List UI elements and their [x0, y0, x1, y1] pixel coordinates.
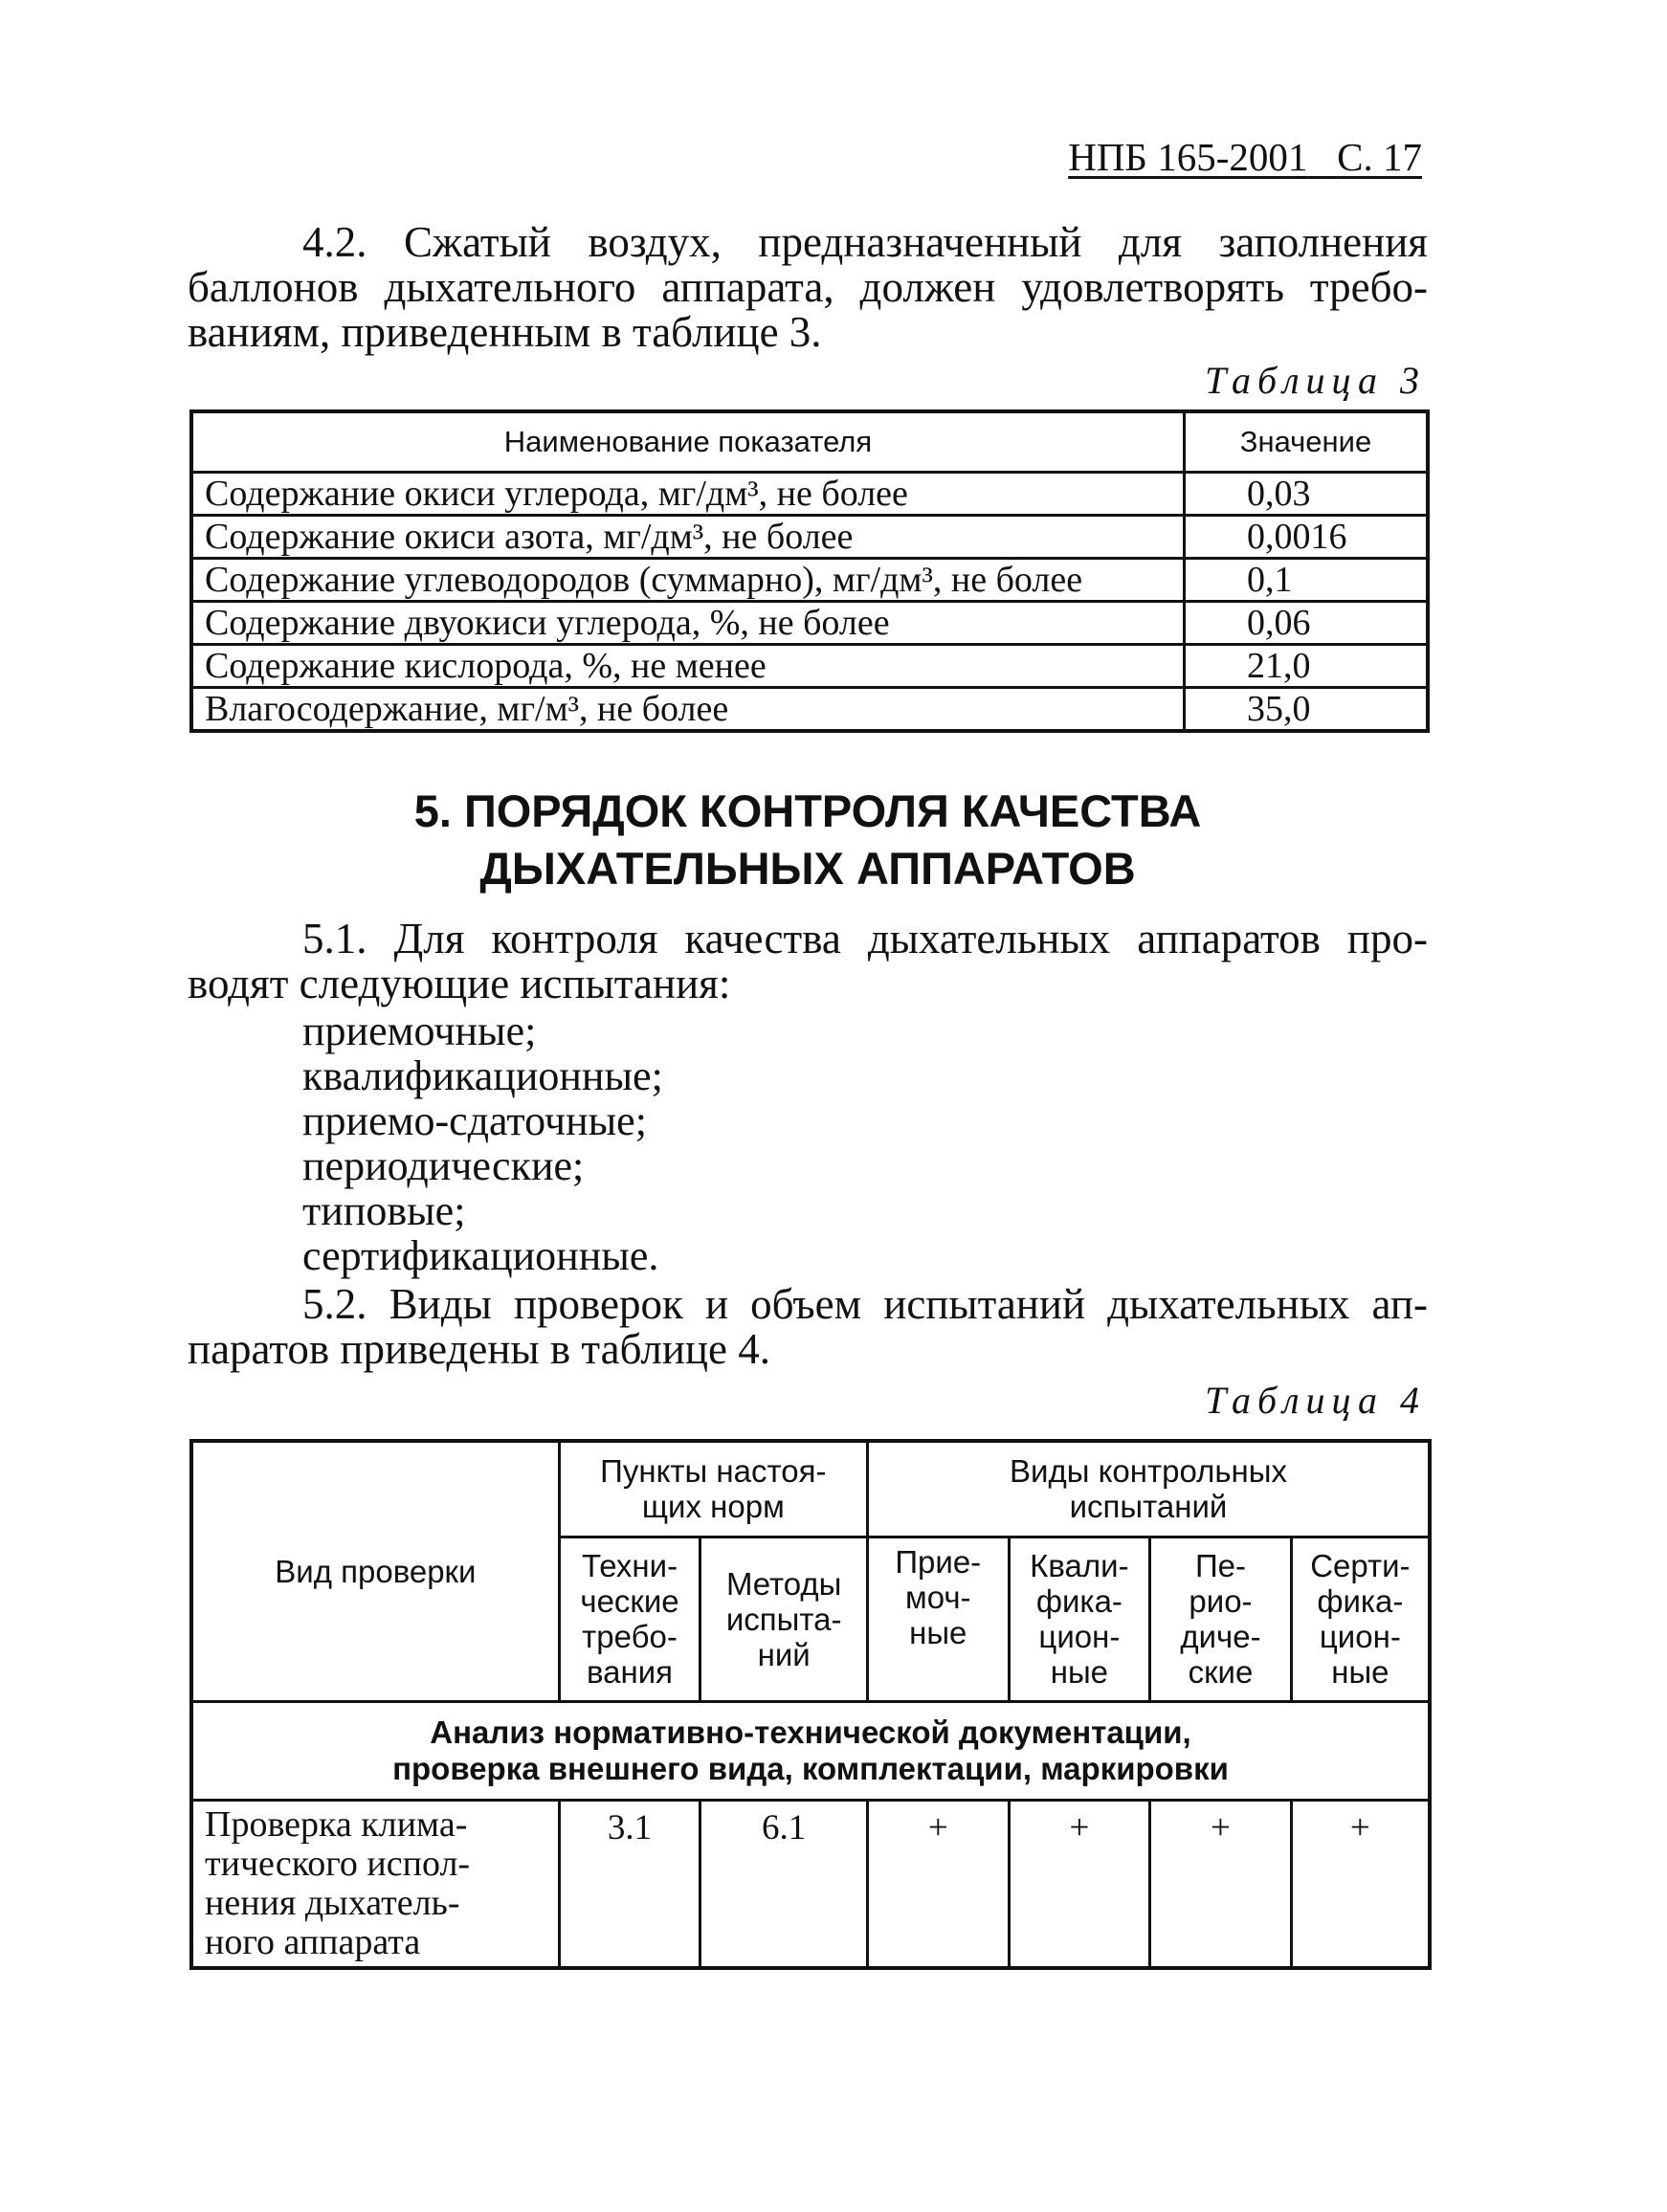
test-types-list: [302, 1008, 663, 1278]
col-header-tech-requirements: Техни- ческие требо- вания: [559, 1537, 700, 1701]
indicator-name: Содержание окиси углерода, мг/дм³, не более: [191, 473, 1185, 516]
group-header-test-types: Виды контрольных испытаний: [867, 1441, 1430, 1537]
indicator-value: 0,1: [1185, 559, 1429, 602]
indicator-name: Содержание двуокиси углерода, %, не более: [191, 602, 1185, 645]
indicator-value: 0,03: [1185, 473, 1429, 516]
table-row: [191, 688, 1428, 732]
indicator-value: 35,0: [1185, 688, 1429, 732]
col-header-check-type: Вид проверки: [191, 1441, 559, 1701]
check-name: Проверка клима- тического испол- нения дыхатель- ного аппарата: [191, 1800, 559, 1968]
text-line: 4.2. Сжатый воздух, предназначенный для заполнения: [302, 218, 1428, 266]
indicator-value: 0,06: [1185, 602, 1429, 645]
doc-id: НПБ 165-2001: [1068, 135, 1308, 179]
text-line: ваниям, приведенным в таблице 3.: [188, 308, 822, 356]
list-item: приемочные;: [302, 1007, 537, 1054]
text-line: 5.1. Для контроля качества дыхательных аппаратов про-: [302, 915, 1428, 962]
qualification-cell: +: [1009, 1800, 1150, 1968]
group-header-norm-points: Пункты настоя- щих норм: [559, 1441, 867, 1537]
table-row: [191, 516, 1428, 559]
indicator-name: Содержание углеводородов (суммарно), мг/дм³, не более: [191, 559, 1185, 602]
list-item: квалификационные;: [302, 1052, 663, 1099]
table-row: [191, 602, 1428, 645]
paragraph-5-2: [188, 1282, 1428, 1372]
indicator-name: Содержание окиси азота, мг/дм³, не более: [191, 516, 1185, 559]
table4-caption: Таблица 4: [1205, 1379, 1426, 1422]
table3: [189, 409, 1430, 733]
indicator-value: 0,0016: [1185, 516, 1429, 559]
page-number: С. 17: [1337, 135, 1422, 179]
page-header: [1068, 134, 1422, 180]
text-line: баллонов дыхательного аппарата, должен удовлетворять требо-: [188, 263, 1428, 311]
indicator-value: 21,0: [1185, 645, 1429, 688]
table-section-row: Анализ нормативно-технической документации, проверка внешнего вида, комплектации, маркировки: [191, 1701, 1430, 1800]
text-line: 5.2. Виды проверок и объем испытаний дыхательных ап-: [302, 1280, 1428, 1328]
list-item: приемо-сдаточные;: [302, 1097, 647, 1144]
certification-cell: +: [1291, 1800, 1430, 1968]
acceptance-cell: +: [867, 1800, 1009, 1968]
col-header-periodic: Пе- рио- диче- ские: [1150, 1537, 1292, 1701]
table3-caption: Таблица 3: [1205, 359, 1426, 402]
list-item: сертификационные.: [302, 1232, 659, 1279]
tech-req-cell: 3.1: [559, 1800, 700, 1968]
table-row: [191, 1800, 1430, 1968]
list-item: типовые;: [302, 1187, 466, 1234]
section-5-title: [188, 783, 1428, 897]
indicator-name: Содержание кислорода, %, не менее: [191, 645, 1185, 688]
col-header-test-methods: Методы испыта- ний: [700, 1537, 868, 1701]
paragraph-4-2: [188, 220, 1428, 355]
text-line: паратов приведены в таблице 4.: [188, 1325, 770, 1373]
table-row: [191, 559, 1428, 602]
text-line: водят следующие испытания:: [188, 960, 731, 1007]
paragraph-5-1: [188, 917, 1428, 1006]
table4: [189, 1439, 1432, 1970]
col-header-indicator: Наименование показателя: [191, 411, 1185, 473]
section-title-line: 5. ПОРЯДОК КОНТРОЛЯ КАЧЕСТВА: [413, 785, 1202, 836]
col-header-acceptance: Прие- моч- ные: [867, 1537, 1009, 1701]
col-header-value: Значение: [1185, 411, 1429, 473]
list-item: периодические;: [302, 1142, 585, 1189]
table-row: [191, 645, 1428, 688]
section-title-line: ДЫХАТЕЛЬНЫХ АППАРАТОВ: [479, 843, 1136, 894]
col-header-certification: Серти- фика- цион- ные: [1291, 1537, 1430, 1701]
method-cell: 6.1: [700, 1800, 868, 1968]
col-header-qualification: Квали- фика- цион- ные: [1009, 1537, 1150, 1701]
table-row: [191, 473, 1428, 516]
indicator-name: Влагосодержание, мг/м³, не более: [191, 688, 1185, 732]
periodic-cell: +: [1150, 1800, 1292, 1968]
